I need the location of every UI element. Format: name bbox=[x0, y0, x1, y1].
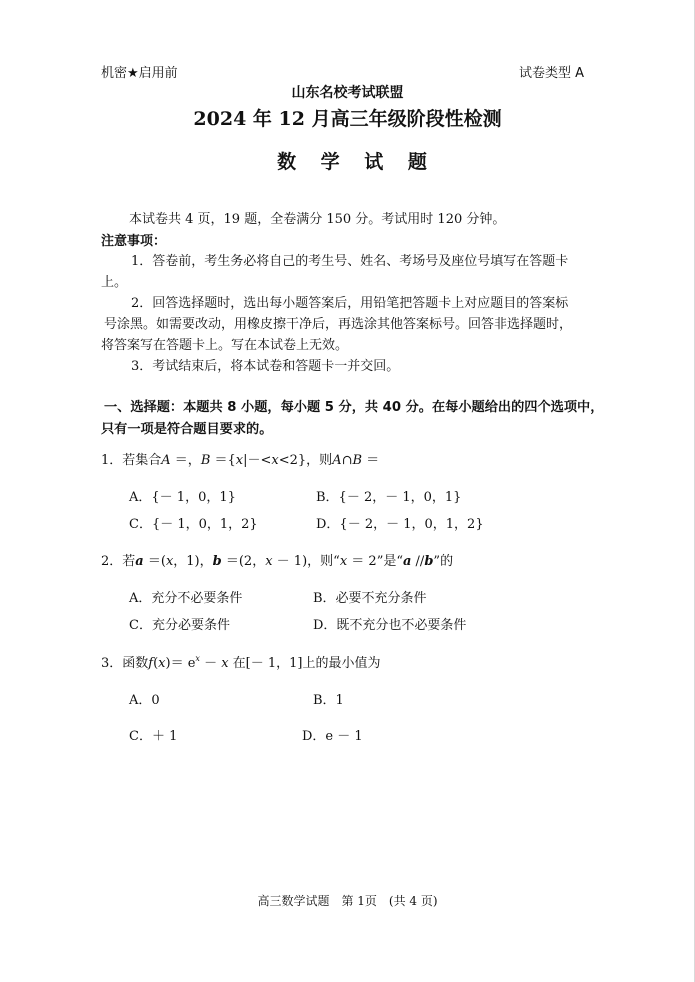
question-1-option-c: C．{－ 1，0，1，2} bbox=[129, 517, 258, 532]
notes-heading: 注意事项： bbox=[101, 234, 167, 249]
question-2-option-c: C．充分必要条件 bbox=[129, 618, 230, 633]
question-2-option-d: D．既不充分也不必要条件 bbox=[313, 618, 467, 633]
note-2-line-2: 号涂黑。如需要改动，用橡皮擦干净后，再选涂其他答案标号。回答非选择题时， bbox=[104, 317, 573, 332]
subject-title: 数 学 试 题 bbox=[277, 151, 436, 173]
question-1-option-b: B．{－ 2，－ 1，0，1} bbox=[316, 490, 462, 505]
question-2-option-b: B．必要不充分条件 bbox=[313, 591, 427, 606]
intro-summary: 本试卷共 4 页，19 题，全卷满分 150 分。考试用时 120 分钟。 bbox=[129, 212, 506, 227]
question-2-option-a: A．充分不必要条件 bbox=[129, 591, 243, 606]
section-1-heading-line-1: 一、选择题：本题共 8 小题，每小题 5 分，共 40 分。在每小题给出的四个选项中， bbox=[104, 400, 604, 415]
note-2-line-3: 将答案写在答题卡上。写在本试卷上无效。 bbox=[101, 338, 349, 353]
confidential-label: 机密★启用前 bbox=[101, 66, 178, 81]
question-3-option-c: C．＋ 1 bbox=[129, 729, 178, 744]
page-footer: 高三数学试题 第 1页 (共 4 页) bbox=[257, 894, 438, 908]
paper-type-label: 试卷类型 A bbox=[519, 66, 585, 81]
organizer-title: 山东名校考试联盟 bbox=[291, 85, 404, 101]
question-1-option-d: D．{－ 2，－ 1，0，1，2} bbox=[316, 517, 484, 532]
note-2-line-1: 2．回答选择题时，选出每小题答案后，用铅笔把答题卡上对应题目的答案标 bbox=[131, 296, 569, 311]
question-1-option-a: A．{－ 1，0，1} bbox=[129, 490, 236, 505]
question-2-stem: 2．若a ＝(x，1)，b ＝(2，x － 1)，则“x ＝ 2”是“a //b”的 bbox=[101, 554, 454, 569]
exam-title: 2024 年 12 月高三年级阶段性检测 bbox=[193, 108, 502, 130]
section-1-heading-line-2: 只有一项是符合题目要求的。 bbox=[101, 422, 273, 437]
question-3-option-d: D．e － 1 bbox=[302, 729, 363, 744]
question-1-stem: 1．若集合A ＝，B ＝{x|－<x<2}，则A∩B ＝ bbox=[101, 453, 380, 468]
note-3: 3．考试结束后，将本试卷和答题卡一并交回。 bbox=[131, 359, 400, 374]
note-1-line-2: 上。 bbox=[101, 275, 128, 290]
question-3-stem: 3．函数$f(x)= e^x - x$ 在[－ 1，1]上的最小值为 bbox=[101, 654, 381, 671]
question-3-option-a: A．0 bbox=[129, 693, 160, 708]
note-1-line-1: 1．答卷前，考生务必将自己的考生号、姓名、考场号及座位号填写在答题卡 bbox=[131, 254, 569, 269]
question-3-option-b: B．1 bbox=[313, 693, 344, 708]
